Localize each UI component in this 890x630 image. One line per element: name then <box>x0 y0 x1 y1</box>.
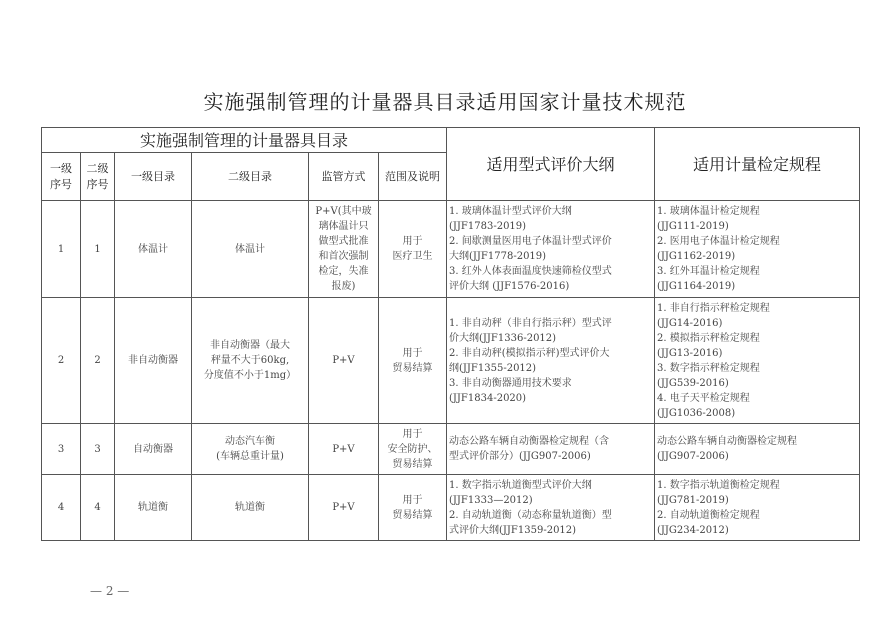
outline-line: 动态公路车辆自动衡器检定规程（含 <box>449 436 610 447</box>
table-row <box>42 475 860 541</box>
regulation-line: 3. 红外耳温计检定规程 <box>657 266 760 277</box>
outline-line: 2. 自动轨道衡（动态称量轨道衡）型 <box>449 509 612 521</box>
cell-l1-no: 2 <box>42 298 81 424</box>
cell-regulation <box>655 298 860 424</box>
outline-line: 2. 非自动秤(模拟指示秤)型式评价大 <box>449 347 610 359</box>
outline-line: (JJF1333—2012) <box>449 494 533 506</box>
table-row <box>42 424 860 475</box>
header-l1-no: 一级 序号 <box>42 153 81 201</box>
regulation-line: 4. 电子天平检定规程 <box>657 392 750 404</box>
cell-regulation <box>655 424 860 475</box>
regulation-line: (JJG781-2019) <box>657 494 729 506</box>
outline-line: 价大纲(JJF1336-2012) <box>449 332 557 344</box>
page-title: 实施强制管理的计量器具目录适用国家计量技术规范 <box>203 90 687 114</box>
header-l2-no: 二级 序号 <box>81 153 115 201</box>
outline-line: 大纲(JJF1778-2019) <box>449 251 547 262</box>
cell-method: P+V <box>309 298 379 424</box>
cell-scope: 用于 安全防护、 贸易结算 <box>379 424 447 475</box>
catalog-table <box>41 127 860 541</box>
header-scope: 范围及说明 <box>379 153 447 201</box>
regulation-line: (JJG1164-2019) <box>657 281 736 292</box>
outline-line: 纲(JJF1355-2012) <box>449 362 537 374</box>
cell-scope: 用于 贸易结算 <box>379 475 447 541</box>
regulation-line: (JJG1036-2008) <box>657 407 736 419</box>
cell-l2-no: 4 <box>81 475 115 541</box>
header-outline: 适用型式评价大纲 <box>447 128 655 201</box>
cell-l1-name: 体温计 <box>115 201 192 298</box>
cell-outline <box>447 298 655 424</box>
cell-l1-no: 1 <box>42 201 81 298</box>
outline-line: 1. 玻璃体温计型式评价大纲 <box>449 206 572 217</box>
regulation-line: (JJG14-2016) <box>657 317 723 329</box>
header-group-row <box>42 128 860 153</box>
header-catalog-group: 实施强制管理的计量器具目录 <box>42 128 447 153</box>
outline-line: 评价大纲 (JJF1576-2016) <box>449 281 570 292</box>
cell-l1-name: 自动衡器 <box>115 424 192 475</box>
cell-regulation <box>655 201 860 298</box>
regulation-line: 3. 数字指示秤检定规程 <box>657 362 760 374</box>
cell-l1-no: 4 <box>42 475 81 541</box>
outline-line: 3. 红外人体表面温度快速筛检仪型式 <box>449 266 612 277</box>
cell-outline <box>447 475 655 541</box>
outline-line: (JJF1834-2020) <box>449 392 527 404</box>
regulation-line: 1. 数字指示轨道衡检定规程 <box>657 479 780 491</box>
cell-scope: 用于 医疗卫生 <box>379 201 447 298</box>
cell-l1-name: 非自动衡器 <box>115 298 192 424</box>
table-row <box>42 201 860 298</box>
regulation-line: (JJG907-2006) <box>657 451 729 462</box>
outline-line: 式评价大纲(JJF1359-2012) <box>449 524 577 536</box>
outline-line: 1. 非自动秤（非自行指示秤）型式评 <box>449 317 612 329</box>
regulation-line: (JJG13-2016) <box>657 347 723 359</box>
cell-l2-no: 1 <box>81 201 115 298</box>
cell-regulation <box>655 475 860 541</box>
cell-method: P+V(其中玻 璃体温计只 做型式批准 和首次强制 检定，失准 报废) <box>309 201 379 298</box>
regulation-line: 1. 非自行指示秤检定规程 <box>657 302 770 314</box>
cell-l2-name: 轨道衡 <box>192 475 309 541</box>
cell-l2-name: 非自动衡器（最大 秤量不大于60kg, 分度值不小于1mg） <box>192 298 309 424</box>
regulation-line: (JJG539-2016) <box>657 377 729 389</box>
cell-outline <box>447 201 655 298</box>
header-method: 监管方式 <box>309 153 379 201</box>
outline-line: 1. 数字指示轨道衡型式评价大纲 <box>449 479 592 491</box>
regulation-line: 2. 医用电子体温计检定规程 <box>657 236 780 247</box>
cell-scope: 用于 贸易结算 <box>379 298 447 424</box>
cell-l1-no: 3 <box>42 424 81 475</box>
cell-method: P+V <box>309 475 379 541</box>
outline-line: 型式评价部分）(JJG907-2006) <box>449 451 591 462</box>
page-number: — 2 — <box>90 584 130 598</box>
header-regulation: 适用计量检定规程 <box>655 128 860 201</box>
outline-line: 2. 间歇测量医用电子体温计型式评价 <box>449 236 612 247</box>
regulation-line: (JJG1162-2019) <box>657 251 736 262</box>
table-row <box>42 298 860 424</box>
regulation-line: 动态公路车辆自动衡器检定规程 <box>657 436 798 447</box>
regulation-line: (JJG234-2012) <box>657 524 729 536</box>
outline-line: (JJF1783-2019) <box>449 221 527 232</box>
header-l1-name: 一级目录 <box>115 153 192 201</box>
header-l2-name: 二级目录 <box>192 153 309 201</box>
regulation-line: 2. 模拟指示秤检定规程 <box>657 332 760 344</box>
cell-method: P+V <box>309 424 379 475</box>
outline-line: 3. 非自动衡器通用技术要求 <box>449 377 572 389</box>
regulation-line: 2. 自动轨道衡检定规程 <box>657 509 760 521</box>
cell-l2-no: 3 <box>81 424 115 475</box>
cell-l2-no: 2 <box>81 298 115 424</box>
cell-outline <box>447 424 655 475</box>
cell-l1-name: 轨道衡 <box>115 475 192 541</box>
regulation-line: (JJG111-2019) <box>657 221 729 232</box>
regulation-line: 1. 玻璃体温计检定规程 <box>657 206 760 217</box>
cell-l2-name: 体温计 <box>192 201 309 298</box>
cell-l2-name: 动态汽车衡 (车辆总重计量) <box>192 424 309 475</box>
